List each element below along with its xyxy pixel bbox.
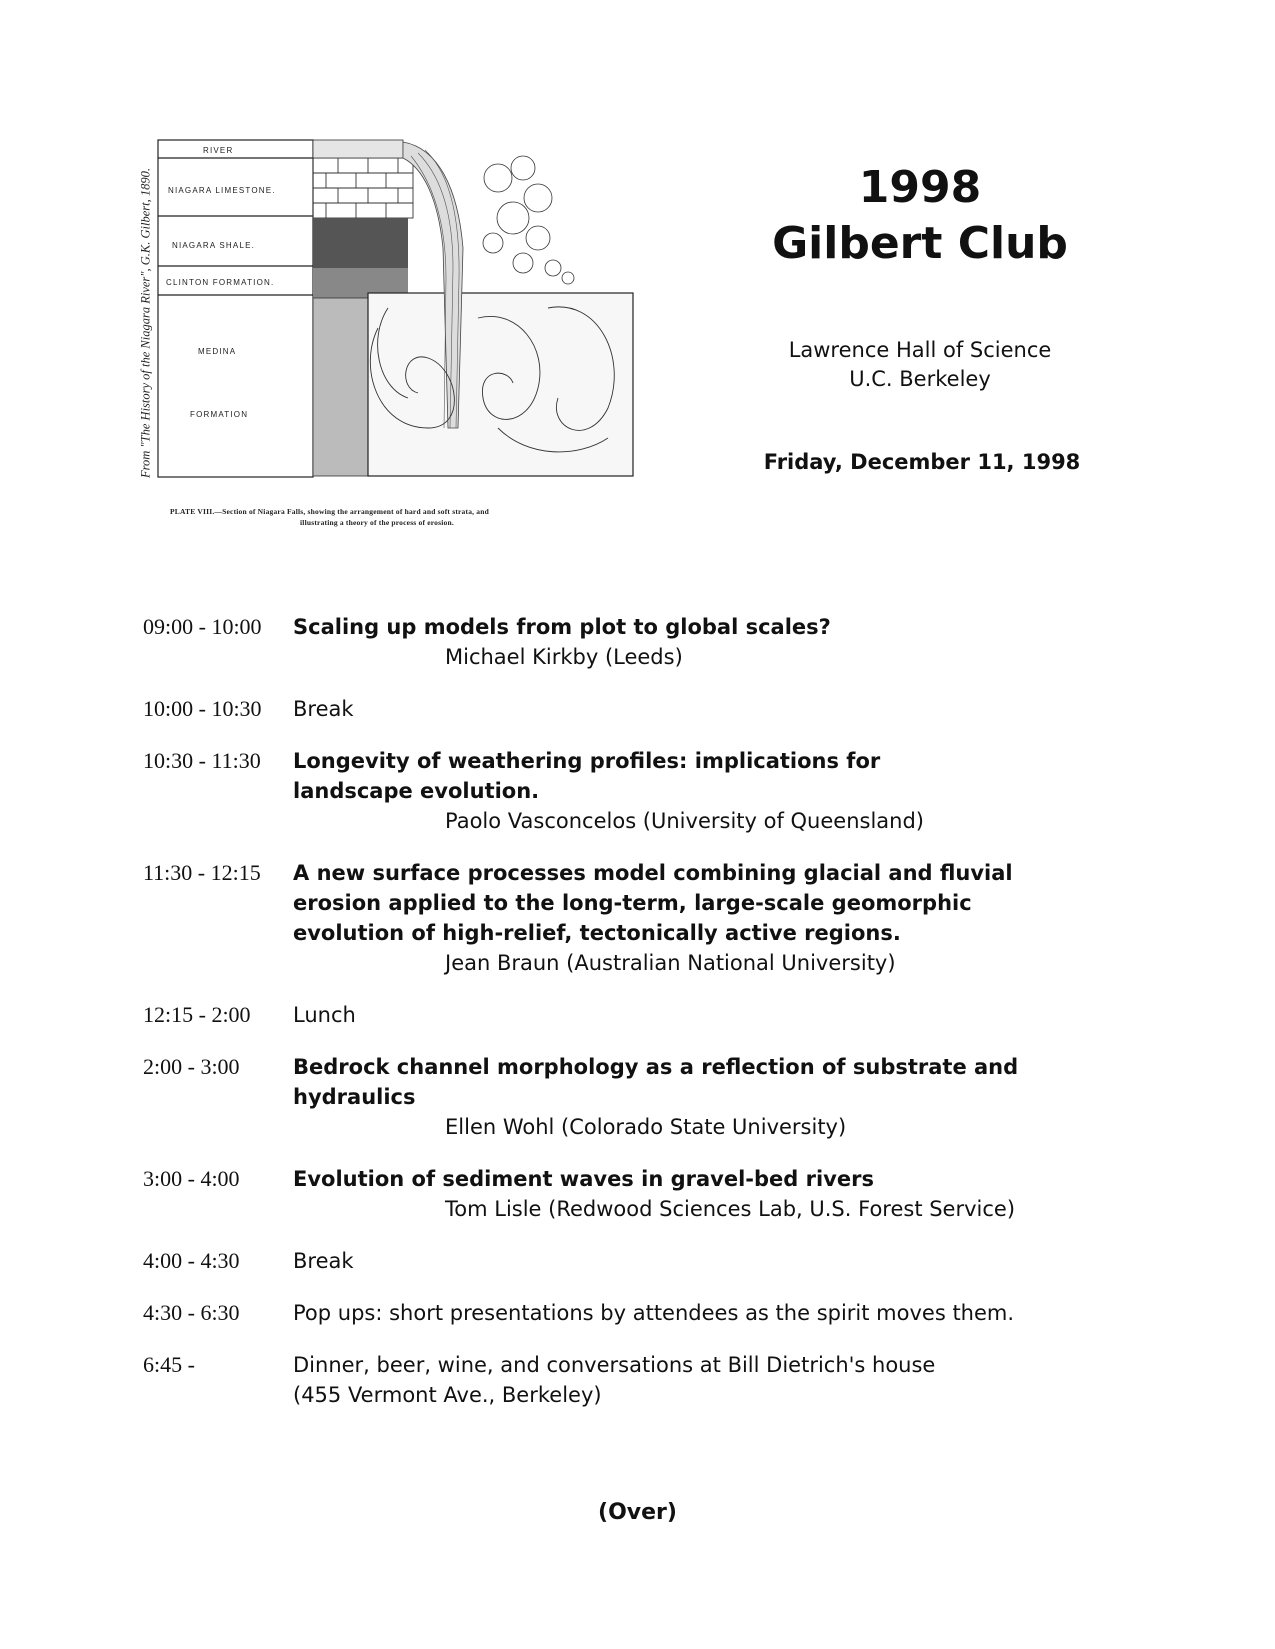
figure-source-credit: From "The History of the Niagara River", G.K. Gilbert, 1890. (138, 167, 153, 479)
agenda-title: Bedrock channel morphology as a reflection of substrate and hydraulics (293, 1055, 1019, 1109)
layer-label-clinton-formation: CLINTON FORMATION. (166, 278, 275, 287)
figure-caption-line2: illustrating a theory of the process of erosion. (300, 518, 454, 527)
layer-label-niagara-shale: NIAGARA SHALE. (172, 241, 256, 250)
agenda-item (143, 694, 1143, 724)
over-note: (Over) (598, 1500, 677, 1525)
agenda-speaker: Tom Lisle (Redwood Sciences Lab, U.S. Forest Service) (445, 1197, 1016, 1221)
agenda-item (143, 746, 1143, 836)
agenda-item (143, 1246, 1143, 1276)
agenda-time: 4:00 - 4:30 (143, 1248, 240, 1273)
event-name: Gilbert Club (772, 218, 1068, 269)
agenda-time: 09:00 - 10:00 (143, 614, 262, 639)
layer-label-formation: FORMATION (190, 410, 249, 419)
agenda-title: Break (293, 697, 354, 721)
agenda-title: A new surface processes model combining glacial and fluvial erosion applied to the long-term, large-scale geomorphic evolution of high-relief, tectonically active regions. (293, 861, 1013, 945)
agenda-time: 10:30 - 11:30 (143, 748, 261, 773)
agenda-title: Break (293, 1249, 354, 1273)
agenda-title: Longevity of weathering profiles: implications for landscape evolution. (293, 749, 881, 803)
event-date: Friday, December 11, 1998 (763, 450, 1081, 474)
venue-line2: U.C. Berkeley (849, 367, 991, 391)
venue-line1: Lawrence Hall of Science (788, 338, 1052, 362)
event-venue (720, 336, 1120, 394)
agenda-list (143, 612, 1143, 1432)
agenda-item (143, 1052, 1143, 1142)
agenda-item (143, 1000, 1143, 1030)
agenda-time: 3:00 - 4:00 (143, 1166, 240, 1191)
agenda-time: 12:15 - 2:00 (143, 1002, 251, 1027)
agenda-item (143, 612, 1143, 672)
event-year: 1998 (858, 162, 982, 213)
layer-label-medina: MEDINA (198, 347, 237, 356)
agenda-time: 2:00 - 3:00 (143, 1054, 240, 1079)
agenda-item (143, 1350, 1143, 1410)
agenda-title: Pop ups: short presentations by attendees as the spirit moves them. (293, 1301, 1015, 1325)
agenda-time: 4:30 - 6:30 (143, 1300, 240, 1325)
figure-caption-line1: PLATE VIII.—Section of Niagara Falls, showing the arrangement of hard and soft strata, and (170, 507, 489, 516)
layer-label-niagara-limestone: NIAGARA LIMESTONE. (168, 186, 276, 195)
agenda-title: Lunch (293, 1003, 356, 1027)
agenda-speaker: Michael Kirkby (Leeds) (445, 645, 683, 669)
layer-label-river: RIVER (203, 146, 234, 155)
agenda-time: 6:45 - (143, 1352, 195, 1377)
agenda-speaker: Jean Braun (Australian National University) (445, 951, 896, 975)
agenda-speaker: Paolo Vasconcelos (University of Queensland) (445, 809, 924, 833)
agenda-item (143, 1298, 1143, 1328)
agenda-time: 11:30 - 12:15 (143, 860, 261, 885)
agenda-item (143, 1164, 1143, 1224)
agenda-title: Dinner, beer, wine, and conversations at Bill Dietrich's house (455 Vermont Ave., Berkeley) (293, 1353, 936, 1407)
agenda-speaker: Ellen Wohl (Colorado State University) (445, 1115, 847, 1139)
agenda-time: 10:00 - 10:30 (143, 696, 262, 721)
event-title (720, 160, 1120, 272)
agenda-item (143, 858, 1143, 978)
agenda-title: Scaling up models from plot to global scales? (293, 615, 831, 639)
agenda-title: Evolution of sediment waves in gravel-bed rivers (293, 1167, 874, 1191)
